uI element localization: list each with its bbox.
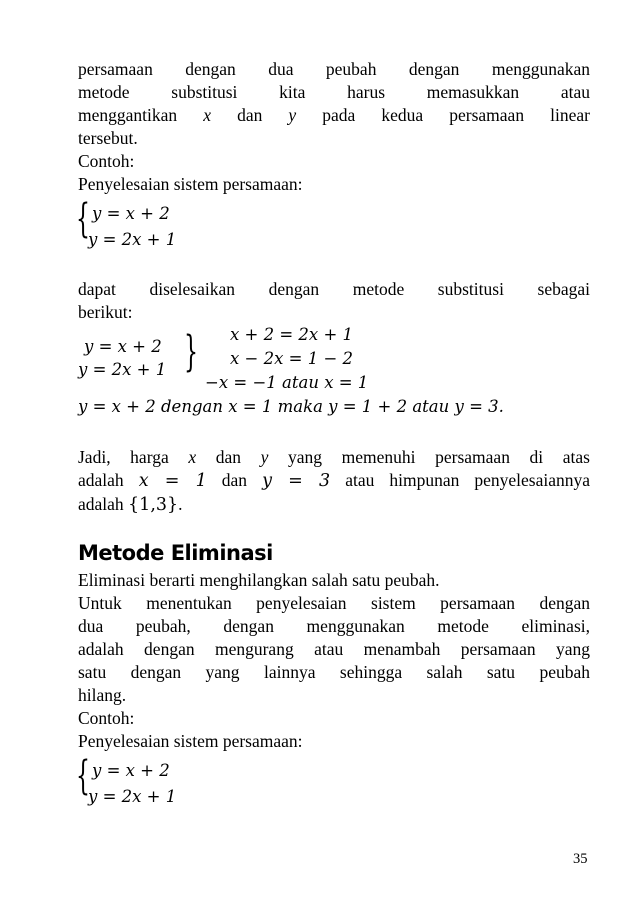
paragraph-elimination [78,592,590,707]
text-line: hilang. [78,685,127,705]
text-fragment: adalah [78,494,129,514]
right-brace: } [184,327,198,377]
math-inline: y = 3 [262,471,331,491]
text-fragment: dan [196,447,261,467]
text-line: adalah dengan mengurang atau menambah persamaan yang [78,639,590,659]
equation-final: y = x + 2 dengan x = 1 maka y = 1 + 2 atau y = 3. [78,397,504,416]
system-intro: Penyelesaian sistem persamaan: [78,174,303,194]
text-fragment: . [178,494,183,514]
variable-y: y [260,447,269,467]
equation: y = 2x + 1 [78,360,167,379]
text-fragment: pada kedua persamaan linear [296,105,590,125]
text-line: berikut: [78,302,133,322]
paragraph-substitution-intro [78,278,590,324]
equation: y = x + 2 [92,761,170,780]
left-brace: { [76,753,90,799]
equation: y = 2x + 1 [88,787,177,806]
equation: x − 2x = 1 − 2 [230,349,354,368]
example-label: Contoh: [78,151,135,171]
left-brace: { [76,196,90,242]
text-fragment: atau himpunan penyelesaiannya [330,470,590,490]
paragraph-intro [78,58,590,150]
paragraph-conclusion [78,446,590,517]
text-line [78,104,590,127]
text-line: dapat diselesaikan dengan metode substitusi sebagai [78,279,590,299]
text-fragment: Jadi, harga [78,447,189,467]
equation: −x = −1 atau x = 1 [205,373,369,392]
text-line: dua peubah, dengan menggunakan metode eliminasi, [78,616,590,636]
text-fragment: menggantikan [78,105,204,125]
text-fragment: yang memenuhi persamaan di atas [268,447,590,467]
equation: y = x + 2 [84,337,162,356]
text-fragment: adalah [78,470,139,490]
equation: y = x + 2 [92,204,170,223]
math-inline: x = 1 [138,471,207,491]
equation: x + 2 = 2x + 1 [230,325,354,344]
text-line: satu dengan yang lainnya sehingga salah satu peubah [78,662,590,682]
equation: y = 2x + 1 [88,230,177,249]
system-intro: Penyelesaian sistem persamaan: [78,731,303,751]
text-line: Untuk menentukan penyelesaian sistem persamaan dengan [78,593,590,613]
solution-set: {1,3} [128,495,179,515]
text-line: tersebut. [78,128,138,148]
example-label: Contoh: [78,708,135,728]
text-line [78,446,590,469]
text-line: metode substitusi kita harus memasukkan atau [78,82,590,102]
variable-x: x [188,447,197,467]
text-line: persamaan dengan dua peubah dengan menggunakan [78,59,590,79]
text-fragment: dan [211,105,289,125]
page-number: 35 [573,851,588,867]
section-heading: Metode Eliminasi [78,541,273,565]
text-line [78,493,590,517]
variable-y: y [288,105,297,125]
variable-x: x [203,105,211,125]
text-line [78,469,590,493]
elimination-definition: Eliminasi berarti menghilangkan salah satu peubah. [78,570,440,590]
text-fragment: dan [206,470,263,490]
